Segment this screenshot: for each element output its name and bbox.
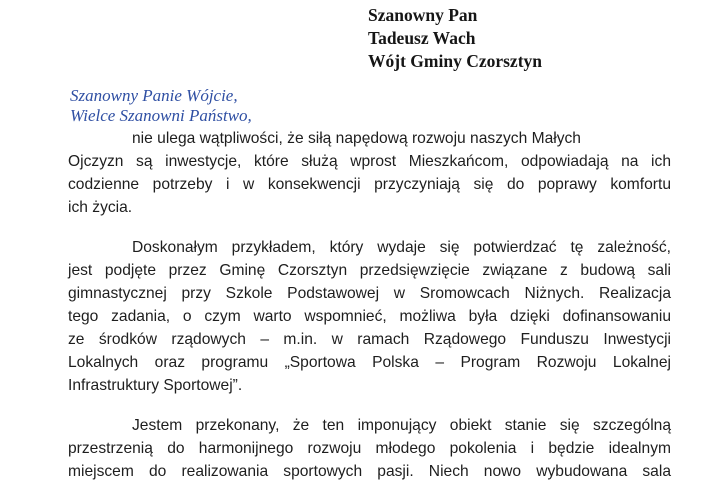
letter-body	[68, 127, 671, 500]
addressee-line-1: Szanowny Pan	[368, 5, 478, 25]
salutation-line-2: Wielce Szanowni Państwo,	[70, 106, 252, 125]
paragraph-3	[68, 414, 671, 483]
text-line: Lokalnych oraz programu „Sportowa Polska – Program Rozwoju Lokalnej	[68, 354, 671, 371]
text-line: Doskonałym przykładem, który wydaje się potwierdzać tę zależność,	[132, 239, 671, 256]
salutation-block	[70, 86, 252, 126]
text-line: miejscem do realizowania sportowych pasji. Niech nowo wybudowana sala	[68, 463, 671, 480]
text-line: Infrastruktury Sportowej”.	[68, 377, 243, 394]
text-line: jest podjęte przez Gminę Czorsztyn przedsięwzięcie związane z budową sali	[68, 262, 671, 279]
addressee-block	[368, 4, 542, 73]
addressee-line-3: Wójt Gminy Czorsztyn	[368, 51, 543, 71]
text-line: gimnastycznej przy Szkole Podstawowej w Sromowcach Niżnych. Realizacja	[68, 285, 671, 302]
text-line: Jestem przekonany, że ten imponujący obiekt stanie się szczególną	[132, 417, 671, 434]
text-line: codzienne potrzeby i w konsekwencji przyczyniają się do poprawy komfortu	[68, 176, 671, 193]
paragraph-2	[68, 236, 671, 397]
paragraph-1	[68, 127, 671, 219]
text-line: ich życia.	[68, 199, 133, 216]
text-line: przestrzenią do harmonijnego rozwoju młodego pokolenia i będzie idealnym	[68, 440, 671, 457]
text-line: tego zadania, o czym warto wspomnieć, możliwa była dzięki dofinansowaniu	[68, 308, 671, 325]
text-line: nie ulega wątpliwości, że siłą napędową rozwoju naszych Małych	[132, 130, 581, 147]
salutation-line-1: Szanowny Panie Wójcie,	[70, 86, 238, 105]
text-line: ze środków rządowych – m.in. w ramach Rządowego Funduszu Inwestycji	[68, 331, 671, 348]
addressee-line-2: Tadeusz Wach	[368, 28, 476, 48]
text-line: Ojczyzn są inwestycje, które służą wprost Mieszkańcom, odpowiadają na ich	[68, 153, 671, 170]
